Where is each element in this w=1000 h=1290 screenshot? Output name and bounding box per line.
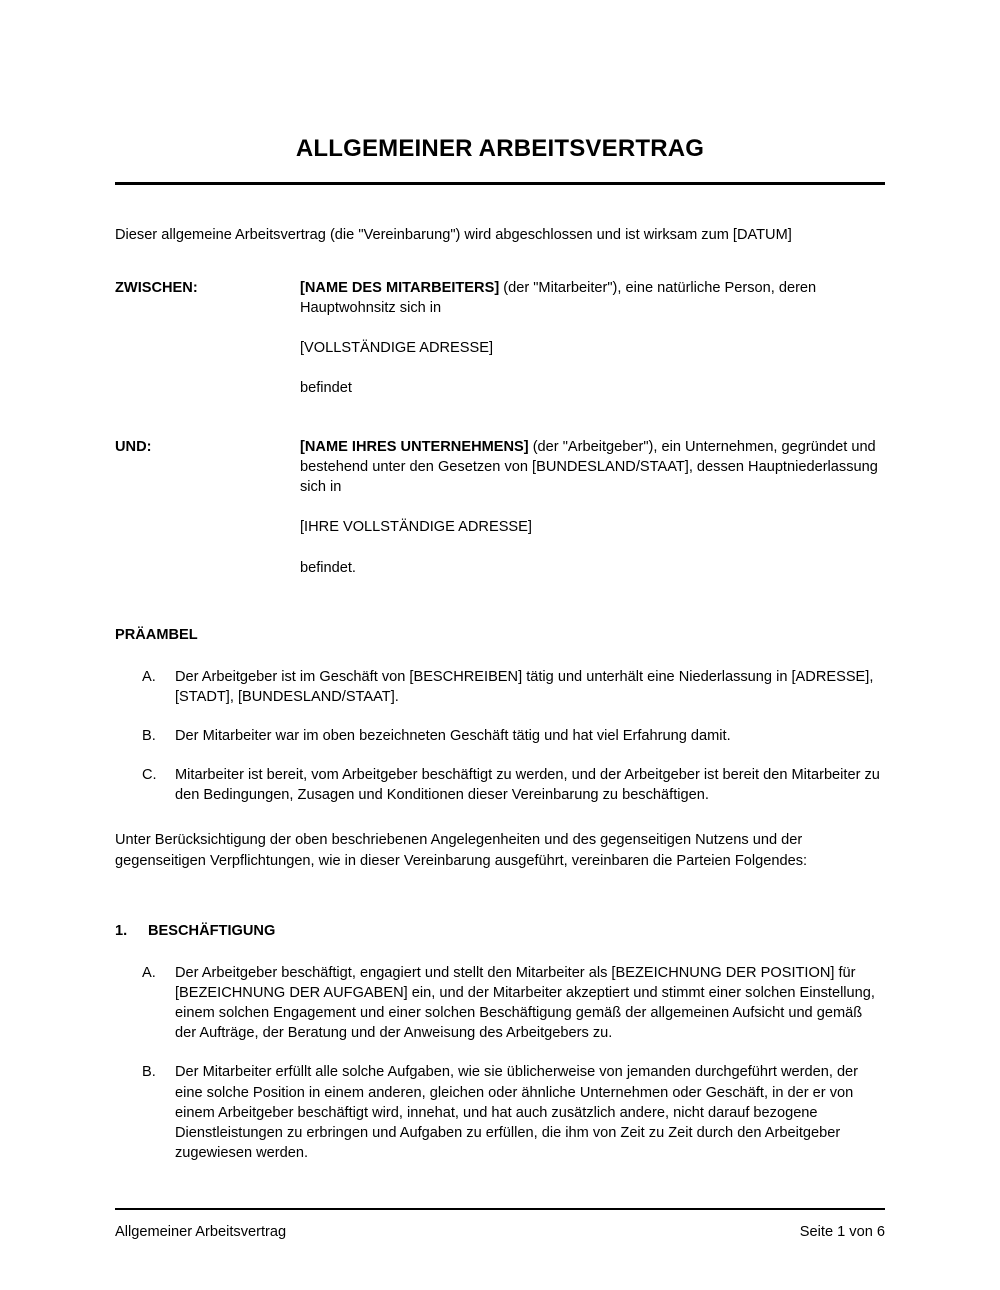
preamble-closing-paragraph: Unter Berücksichtigung der oben beschriebenen Angelegenheiten und des gegenseitigen Nutzens und der gegenseitigen Verpflichtungen, wie in dieser Vereinbarung ausgeführt, vereinbaren die Parteien Folgendes:	[115, 832, 808, 869]
footer-row	[115, 1210, 885, 1242]
list-item-text: Der Mitarbeiter war im oben bezeichneten Geschäft tätig und hat viel Erfahrung damit.	[175, 728, 731, 745]
document-content	[115, 0, 885, 1163]
list-item-marker: B.	[142, 728, 156, 745]
party-employee-body	[300, 278, 885, 399]
list-item	[115, 765, 885, 805]
party-employee-label: ZWISCHEN:	[115, 279, 198, 296]
party-employer-address: [IHRE VOLLSTÄNDIGE ADRESSE]	[300, 519, 532, 536]
list-item-text: Der Arbeitgeber beschäftigt, engagiert und stellt den Mitarbeiter als [BEZEICHNUNG DER POSITION] für [BEZEICHNUNG DER AUFGABEN] ein, und der Mitarbeiter akzeptiert und stimmt einer solchen Einstellung, einem solchen Engagement und einer solchen Beschäftigung gemäß der allgemeinen Aufsicht und gemäß der Aufträge, der Beratung und der Anweisung des Arbeitgebers zu.	[175, 964, 875, 1042]
list-item-marker: B.	[142, 1064, 156, 1081]
party-employer	[115, 437, 885, 578]
list-item-text: Mitarbeiter ist bereit, vom Arbeitgeber beschäftigt zu werden, und der Arbeitgeber ist bereit den Mitarbeiter zu den Bedingungen, Zusagen und Konditionen dieser Vereinbarung zu beschäftigen.	[175, 767, 880, 804]
party-employer-body	[300, 437, 885, 578]
list-item-text: Der Mitarbeiter erfüllt alle solche Aufgaben, wie sie üblicherweise von jemanden durchgeführt werden, der eine solche Position in einem anderen, gleichen oder ähnliche Unternehmen oder Geschäft, in der er von einem Arbeitgeber beschäftigt wird, innehat, und hat auch zusätzlich andere, nicht darauf bezogene Dienstleistungen zu erbringen und Aufgaben zu erfüllen, die ihm von Zeit zu Zeit durch den Arbeitgeber zugewiesen werden.	[175, 1064, 859, 1161]
party-employee-descriptor: (der "Mitarbeiter"), eine natürliche Person, deren Hauptwohnsitz sich in	[300, 279, 817, 316]
list-item	[115, 1062, 885, 1163]
title-divider	[115, 182, 885, 185]
footer-document-name: Allgemeiner Arbeitsvertrag	[115, 1224, 287, 1241]
page-title: ALLGEMEINER ARBEITSVERTRAG	[295, 135, 705, 162]
list-item-marker: A.	[142, 668, 156, 685]
party-employee-name: [NAME DES MITARBEITERS]	[300, 279, 500, 296]
party-employer-identity	[300, 437, 885, 497]
list-item	[115, 963, 885, 1044]
party-employer-name: [NAME IHRES UNTERNEHMENS]	[300, 439, 529, 456]
party-employer-label: UND:	[115, 439, 152, 456]
intro-paragraph: Dieser allgemeine Arbeitsvertrag (die "Vereinbarung") wird abgeschlossen und ist wirksam zum [DATUM]	[115, 227, 792, 244]
list-item-marker: A.	[142, 964, 156, 981]
party-employee-closing: befindet	[300, 379, 352, 396]
list-item	[115, 667, 885, 707]
section-heading-1	[115, 883, 885, 941]
party-employee	[115, 278, 885, 399]
section-title: BESCHÄFTIGUNG	[148, 922, 276, 939]
section-number: 1.	[115, 922, 128, 939]
section-1-list	[115, 963, 885, 1163]
preamble-heading: PRÄAMBEL	[115, 626, 198, 643]
party-employer-closing: befindet.	[300, 559, 356, 576]
party-employee-address: [VOLLSTÄNDIGE ADRESSE]	[300, 339, 494, 356]
preamble-list	[115, 667, 885, 806]
party-employer-descriptor: (der "Arbeitgeber"), ein Unternehmen, gegründet und bestehend unter den Gesetzen von [BUNDESLAND/STAAT], dessen Hauptniederlassung sich in	[300, 439, 878, 496]
party-employee-identity	[300, 278, 885, 318]
footer-page-number: Seite 1 von 6	[799, 1224, 885, 1241]
page-footer	[115, 1208, 885, 1242]
parties-section	[115, 278, 885, 578]
list-item-marker: C.	[142, 767, 157, 784]
list-item	[115, 726, 885, 746]
list-item-text: Der Arbeitgeber ist im Geschäft von [BESCHREIBEN] tätig und unterhält eine Niederlassung in [ADRESSE], [STADT], [BUNDESLAND/STAAT].	[175, 668, 874, 705]
